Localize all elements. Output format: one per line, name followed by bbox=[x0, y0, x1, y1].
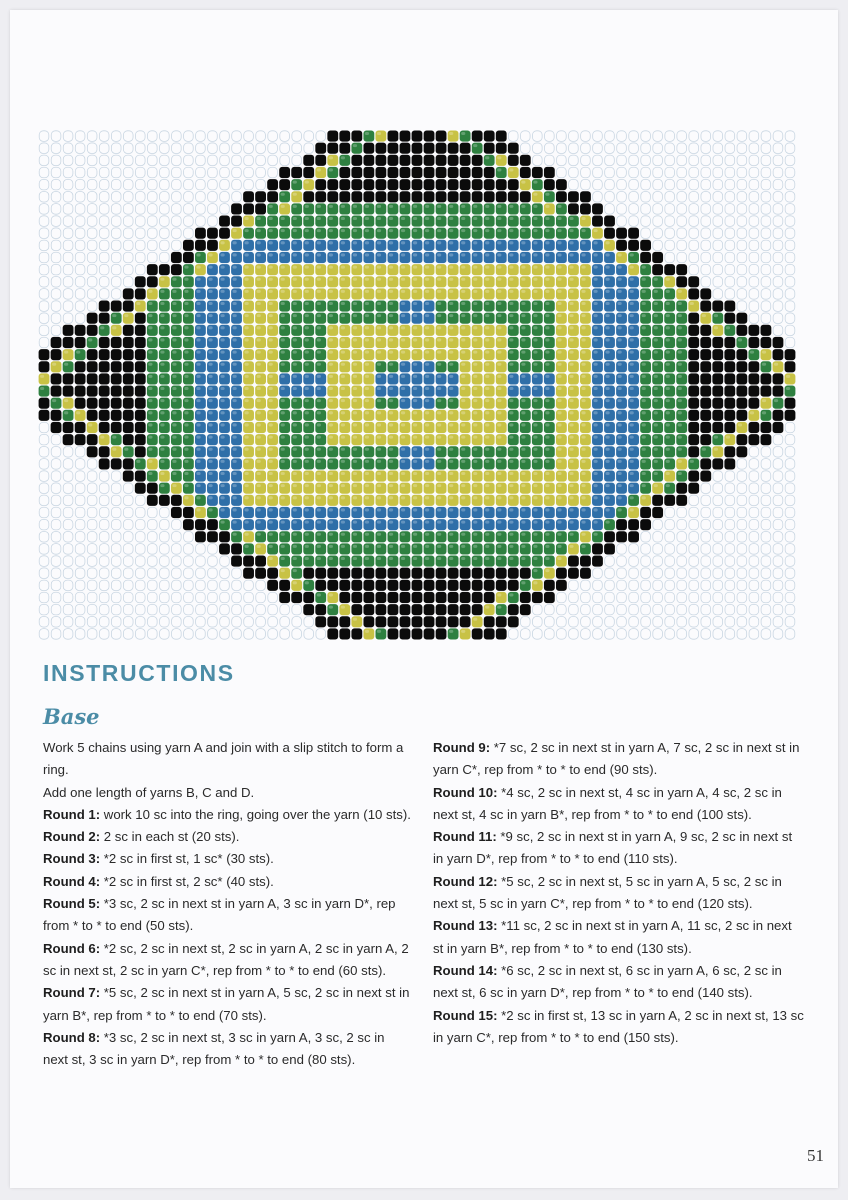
round-label: Round 3: bbox=[43, 851, 101, 867]
instruction-step bbox=[43, 804, 413, 826]
step-text: *5 sc, 2 sc in next st in yarn A, 5 sc, 2 sc in next st in yarn B*, rep from * to * to end (70 sts). bbox=[43, 985, 410, 1023]
step-text: *11 sc, 2 sc in next st in yarn A, 11 sc, 2 sc in next st in yarn B*, rep from * to * to end (130 sts). bbox=[433, 918, 792, 956]
instruction-step bbox=[433, 1005, 805, 1050]
bead-cells bbox=[39, 131, 796, 640]
instruction-step bbox=[433, 960, 805, 1005]
instruction-step bbox=[433, 915, 805, 960]
instruction-step bbox=[43, 938, 413, 983]
instruction-step bbox=[43, 871, 413, 893]
step-text: *2 sc, 2 sc in next st, 2 sc in yarn A, 2 sc in yarn A, 2 sc in next st, 2 sc in yarn C*, rep from * to * to end (60 sts). bbox=[43, 940, 409, 978]
step-text: *2 sc in first st, 1 sc* (30 sts). bbox=[100, 851, 274, 867]
round-label: Round 14: bbox=[433, 962, 498, 978]
step-text: *5 sc, 2 sc in next st, 5 sc in yarn A, 5 sc, 2 sc in next st, 5 sc in yarn C*, rep from * to * to end (120 sts). bbox=[433, 873, 782, 912]
round-label: Round 9: bbox=[433, 740, 491, 755]
round-label: Round 6: bbox=[43, 940, 101, 956]
step-text: *3 sc, 2 sc in next st in yarn A, 3 sc in yarn D*, rep from * to * to end (50 sts). bbox=[43, 896, 396, 934]
base-subheading: Base bbox=[43, 704, 100, 729]
instruction-step bbox=[43, 737, 413, 782]
step-text: Add one length of yarns B, C and D. bbox=[43, 784, 255, 800]
instruction-step bbox=[43, 982, 413, 1027]
step-text: *7 sc, 2 sc in next st in yarn A, 7 sc, 2 sc in next st in yarn C*, rep from * to * to end (90 sts). bbox=[433, 740, 800, 778]
section-heading: INSTRUCTIONS bbox=[43, 660, 235, 686]
round-label: Round 10: bbox=[433, 784, 498, 800]
round-label: Round 13: bbox=[433, 918, 498, 934]
step-text: *4 sc, 2 sc in next st, 4 sc in yarn A, 4 sc, 2 sc in next st, 4 sc in yarn B*, rep from * to * to end (100 sts). bbox=[433, 784, 782, 822]
bead-pattern-chart bbox=[38, 130, 796, 640]
round-label: Round 5: bbox=[43, 896, 101, 912]
step-text: *2 sc in first st, 13 sc in yarn A, 2 sc in next st, 13 sc in yarn C*, rep from * to * to end (150 sts). bbox=[433, 1007, 804, 1045]
page-number: 51 bbox=[807, 1146, 824, 1165]
round-label: Round 15: bbox=[433, 1007, 498, 1023]
round-label: Round 8: bbox=[43, 1029, 101, 1045]
round-label: Round 2: bbox=[43, 829, 101, 845]
instruction-step bbox=[43, 893, 413, 938]
step-text: *6 sc, 2 sc in next st, 6 sc in yarn A, 6 sc, 2 sc in next st, 6 sc in yarn D*, rep from * to * to end (140 sts). bbox=[433, 962, 782, 1001]
step-text: work 10 sc into the ring, going over the yarn (10 sts). bbox=[100, 806, 411, 822]
instruction-step bbox=[43, 848, 413, 870]
instructions-right-column bbox=[433, 737, 805, 1049]
round-label: Round 12: bbox=[433, 873, 498, 889]
instruction-step bbox=[433, 826, 805, 871]
instruction-step bbox=[433, 782, 805, 827]
round-label: Round 1: bbox=[43, 806, 101, 822]
step-text: 2 sc in each st (20 sts). bbox=[100, 829, 240, 845]
round-label: Round 11: bbox=[433, 829, 497, 845]
instruction-step bbox=[43, 782, 413, 804]
step-text: *9 sc, 2 sc in next st in yarn A, 9 sc, 2 sc in next st in yarn D*, rep from * to * to end (110 sts). bbox=[433, 829, 793, 867]
round-label: Round 7: bbox=[43, 985, 101, 1001]
instruction-step bbox=[433, 737, 805, 782]
instruction-step bbox=[433, 871, 805, 916]
round-label: Round 4: bbox=[43, 873, 101, 889]
instructions-left-column bbox=[43, 737, 413, 1071]
instruction-step bbox=[43, 1027, 413, 1072]
step-text: *3 sc, 2 sc in next st, 3 sc in yarn A, 3 sc, 2 sc in next st, 3 sc in yarn D*, rep from * to * to end (80 sts). bbox=[43, 1029, 385, 1068]
step-text: *2 sc in first st, 2 sc* (40 sts). bbox=[100, 873, 274, 889]
step-text: Work 5 chains using yarn A and join with a slip stitch to form a ring. bbox=[43, 740, 404, 778]
instruction-step bbox=[43, 826, 413, 848]
bead-pattern-grid bbox=[38, 130, 796, 640]
